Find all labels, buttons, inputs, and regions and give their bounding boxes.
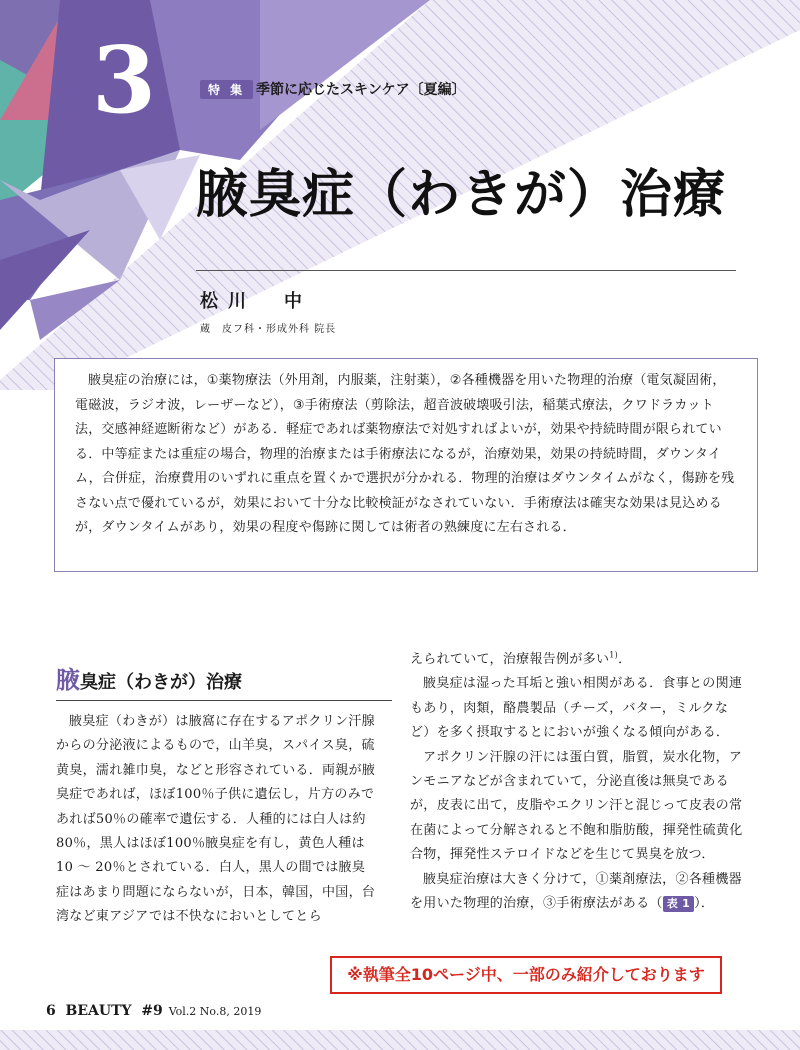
section-heading-initial: 腋	[56, 666, 80, 694]
body-paragraph: 腋臭症（わきが）は腋窩に存在するアポクリン汗腺からの分泌液によるもので，山羊臭，スパイス臭，硫黄臭，濡れ雑巾臭，などと形容されている．両親が腋臭症であれば，ほぼ100％子供に遺伝し，片方のみであれば50％の確率で遺伝する．人種的には白人は約80％，黒人はほぼ100％腋臭症を有し，黄色人種は10 ～ 20％とされている．白人，黒人の間では腋臭症はあまり問題にならないが，日本，韓国，中国，台湾など東アジアでは不快なにおいとしてとら	[56, 714, 376, 925]
page-title: 腋臭症（わきが）治療	[196, 165, 727, 225]
paragraph-text: えられていて，治療報告例が多い	[410, 652, 610, 667]
issue-number: #9	[141, 1003, 163, 1019]
section-heading-text: 臭症（わきが）治療	[80, 672, 242, 693]
journal-name: BEAUTY	[65, 1003, 132, 1019]
chapter-number: 3	[92, 26, 157, 134]
body-column-left	[56, 710, 376, 930]
page-footer	[46, 1003, 261, 1019]
abstract-box	[54, 358, 758, 572]
title-divider	[196, 270, 736, 271]
footer-stripe-band	[0, 1030, 800, 1050]
feature-tag: 特 集	[200, 80, 253, 99]
author-affiliation: 蔵 皮フ科・形成外科 院長	[200, 324, 337, 335]
section-heading	[56, 660, 242, 695]
page-number: 6	[46, 1003, 56, 1019]
paragraph-text: 腋臭症治療は大きく分けて，①薬剤療法，②各種機器を用いた物理的治療，③手術療法がある（	[410, 871, 742, 912]
body-paragraph	[410, 648, 746, 672]
body-paragraph: アポクリン汗腺の汗には蛋白質，脂質，炭水化物，アンモニアなどが含まれていて，分泌直後は無臭であるが，皮表に出て，皮脂やエクリン汗と混じって皮表の常在菌によって分解されると不飽和脂肪酸，揮発性硫黄化合物，揮発性ステロイドなどを生じて異臭を放つ．	[410, 749, 743, 863]
paragraph-text: ．	[618, 652, 632, 667]
abstract-text: 腋臭症の治療には，①薬物療法（外用剤，内服薬，注射薬），②各種機器を用いた物理的治療（電気凝固術，電磁波，ラジオ波，レーザーなど），③手術療法（剪除法，超音波破壊吸引法，稲葉式療法，クワドラカット法，交感神経遮断術など）がある．軽症であれば薬物療法で対処すればよいが，効果や持続時間が限られている．中等症または重症の場合，物理的治療または手術療法になるが，治療効果，効果の持続時間，ダウンタイム，合併症，治療費用のいずれに重点を置くかで選択が分かれる．物理的治療はダウンタイムがなく，傷跡を残さない点で優れているが，効果において十分な比較検証がなされていない．手術療法は確実な効果は見込めるが，ダウンタイムがあり，効果の程度や傷跡に関しては術者の熟練度に左右される．	[75, 373, 735, 535]
citation-reference: 1)	[609, 650, 619, 660]
body-paragraph	[410, 868, 746, 917]
paragraph-text: ）．	[694, 896, 715, 912]
body-paragraph: 腋臭症は湿った耳垢と強い相関がある．食事との関連もあり，肉類，酪農製品（チーズ，バター，ミルクなど）を多く摂取するとにおいが強くなる傾向がある．	[410, 676, 743, 741]
body-column-right	[410, 648, 746, 916]
author-name: 松川 中	[200, 291, 312, 312]
section-divider	[56, 700, 392, 701]
table-reference-badge[interactable]: 表 1	[663, 896, 694, 912]
excerpt-notice: ※執筆全10ページ中、一部のみ紹介しております	[330, 956, 722, 994]
volume-info: Vol.2 No.8, 2019	[168, 1005, 262, 1018]
series-title: 季節に応じたスキンケア〔夏編〕	[256, 82, 466, 98]
